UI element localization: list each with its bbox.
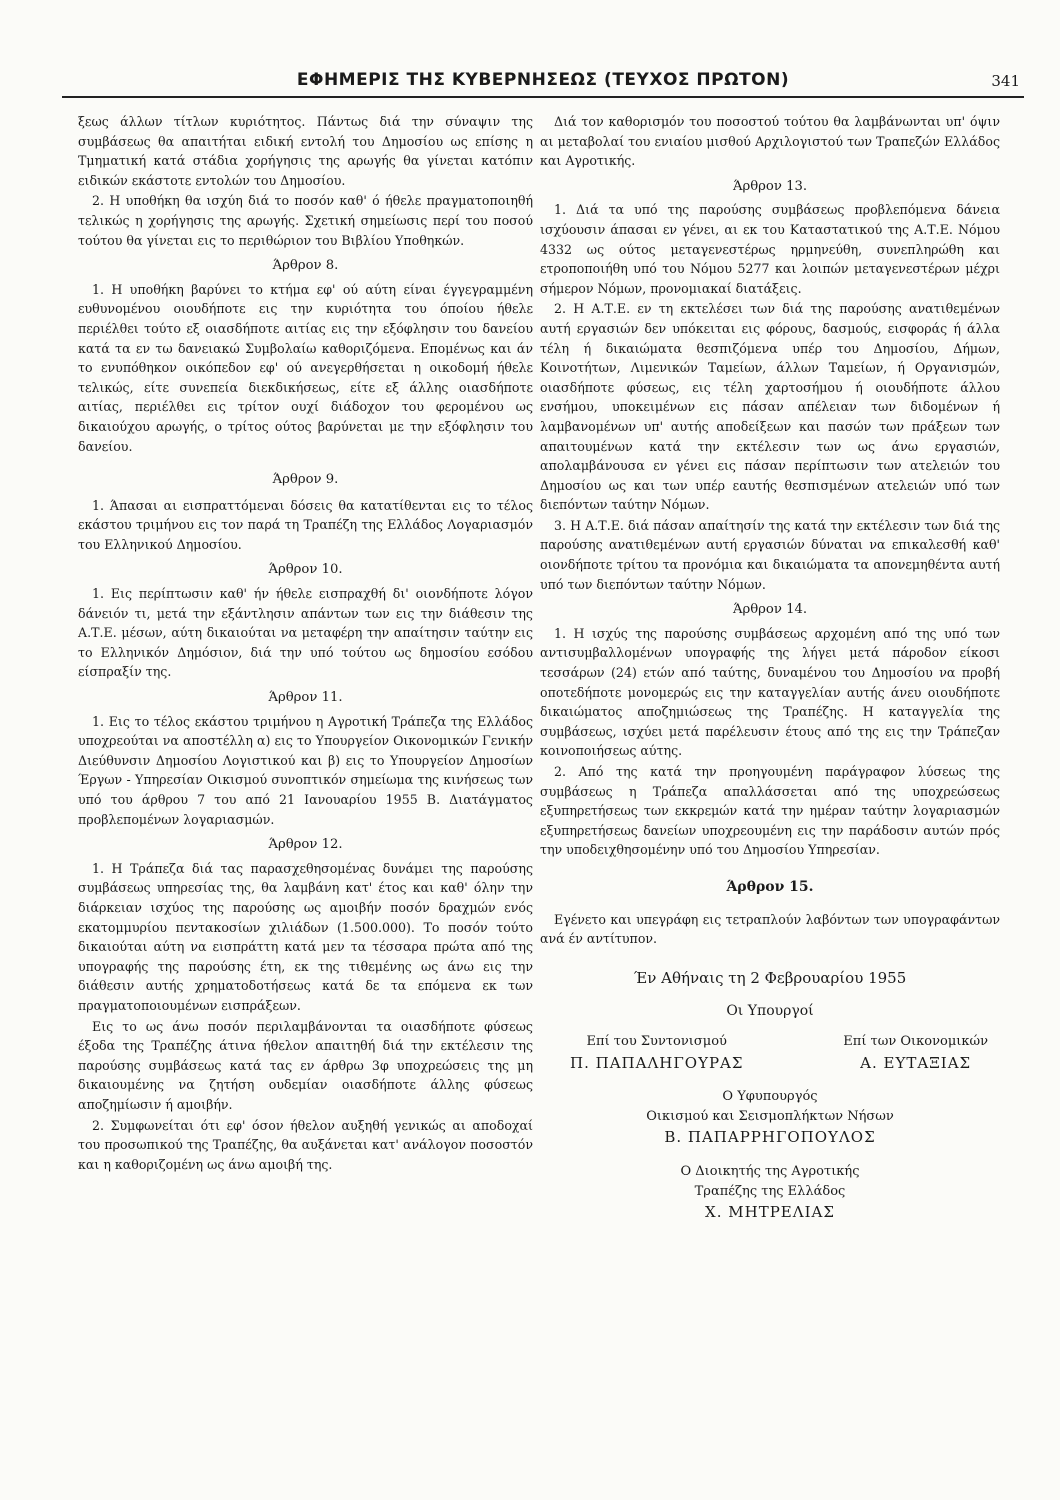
signature-row [540,1032,1000,1073]
paragraph: 1. Εις περίπτωσιν καθ' ήν ήθελε εισπραχθή δι' οιονδήποτε λόγον δάνειόν τι, μετά την εξάντλησιν απάντων των εις την διάθεσιν της Α.Τ.Ε. μέσων, αύτη δικαιούται να μεταφέρη την απαίτησιν ταύτην εις το Ελληνικόν Δημόσιον, διά την υπό τούτου ως δημοσίου εσόδου είσπραξίν της. [78,586,533,680]
paragraph: 2. Από της κατά την προηγουμένη παράγραφον λύσεως της συμβάσεως η Τράπεζα απαλλάσσεται από της υποχρεώσεως εξυπηρετήσεως των εκκρεμών κατά την ημέραν ταύτην λογαριασμών εξυπηρετήσεως δανείων υποχρεουμένη εις την παράδοσιν αυτών πρός την υποδειχθησομένην υπό του Δημοσίου Υπηρεσίαν. [540,764,1000,858]
paragraph: 1. Η ισχύς της παρούσης συμβάσεως αρχομένη από της υπό των αντισυμβαλλομένων υπογραφής της λήγει μετά πάροδον είκοσι τεσσάρων (24) ετών από ταύτης, δυναμένου του Δημοσίου να προβή οποτεδήποτε μονομερώς εις την καταγγελίαν αυτής άνευ οιουδήποτε δικαιώματος αποζημιώσεως της Τραπέζης. Η καταγγελία της συμβάσεως, ισχύει μετά παρέλευσιν έτους από της εις την Τράπεζαν κοινοποιήσεως αύτης. [540,625,1000,759]
article-heading-14: Άρθρον 14. [732,602,808,618]
signature-block [540,1162,1000,1223]
signature-block [540,1087,1000,1148]
left-column [78,112,533,1175]
article-heading-9: Άρθρον 9. [272,472,339,488]
paragraph: 2. Συμφωνείται ότι εφ' όσον ήθελον αυξηθή γενικώς αι αποδοχαί του προσωπικού της Τραπέζης, θα αυξάνεται κατ' ανάλογον ποσοστόν και η καθοριζομένη ως άνω αμοιβή της. [78,1117,533,1172]
article-heading-15: Άρθρον 15. [726,878,814,895]
date-line: Έν Αθήναις τη 2 Φεβρουαρίου 1955 [633,968,907,987]
article-heading-10: Άρθρον 10. [268,562,343,578]
ministers-title: Οι Υπουργοί [726,1003,814,1020]
signature-role: Επί των Οικονομικών [843,1033,988,1049]
paragraph: Εγένετο και υπεγράφη εις τετραπλούν λαβόντων των υπογραφάντων ανά έν αντίτυπον. [540,911,1000,947]
article-heading-11: Άρθρον 11. [268,690,343,706]
paragraph: Διά τον καθορισμόν του ποσοστού τούτου θα λαμβάνωνται υπ' όψιν αι μεταβολαί του ενιαίου μισθού Αρχιλογιστού των Τραπεζών Ελλάδος και Αγροτικής. [540,114,1000,169]
paragraph: Εις το ως άνω ποσόν περιλαμβάνονται τα οιασδήποτε φύσεως έξοδα της Τραπέζης άτινα ήθελον απαιτηθή διά την εκτέλεσιν της παρούσης συμβάσεως κατά τας εν άρθρω 3φ υποχρεώσεις της μη δικαιουμένης να ζητήση ουδεμίαν οιασδήποτε άλλης φύσεως αποζημίωσιν ή αμοιβήν. [78,1018,533,1112]
paragraph: 1. Άπασαι αι εισπραττόμεναι δόσεις θα κατατίθενται εις το τέλος εκάστου τριμήνου εις τον παρά τη Τραπέζη της Ελλάδος Λογαριασμόν του Ελληνικού Δημοσίου. [78,497,533,552]
paragraph: 1. Διά τα υπό της παρούσης συμβάσεως προβλεπόμενα δάνεια ισχύουσιν άπασαι εν γένει, αι εκ του Καταστατικού της Α.Τ.Ε. Νόμου 4332 ως ούτος μεταγενεστέρως ηρμηνεύθη, συνεπληρώθη και ετροποποιήθη υπό του Νόμου 5277 και λοιπών μεταγενεστέρων μέχρι σήμερον Νόμων, προνομιακαί διατάξεις. [540,202,1000,296]
signature-role: Τραπέζης της Ελλάδος [694,1183,846,1199]
signature-name: Β. ΠΑΠΑΡΡΗΓΟΠΟΥΛΟΣ [664,1128,876,1147]
page-number: 341 [991,72,1020,90]
signature-name: Α. ΕΥΤΑΞΙΑΣ [860,1053,972,1072]
paragraph: 2. Η Α.Τ.Ε. εν τη εκτελέσει των διά της παρούσης ανατιθεμένων αυτή εργασιών δεν υπόκειται εις φόρους, δασμούς, εισφοράς ή άλλα τέλη ή δικαιώματα θεσπιζόμενα υπέρ του Δημοσίου, Δήμων, Κοινοτήτων, Λιμενικών Ταμείων, άλλων Ταμείων, ή Οργανισμών, οιασδήποτε φύσεως, εις τέλη χαρτοσήμου ή οιουδήποτε άλλου ενσήμου, υποκειμένων εις πάσαν απέλειαν των διδομένων ή λαμβανομένων υπ' αυτής αποδείξεων και πασών των πράξεων των απαιτουμένων κατά την εκτέλεσιν των ως άνω εργασιών, απολαμβάνουσα εν γένει εις πάσαν περίπτωσιν των ατελειών του Δημοσίου ως και των υπέρ εαυτής θεσπισμένων ατελειών υπό των διεπόντων ταύτην Νόμων. [540,301,1000,513]
signature-role: Ο Υφυπουργός [722,1089,818,1105]
article-heading-13: Άρθρον 13. [732,178,808,194]
signature-role: Ο Διοικητής της Αγροτικής [680,1163,860,1179]
signature-block [843,1032,988,1073]
right-column [540,112,1000,1223]
page-header [62,66,1024,98]
paragraph: 1. Εις το τέλος εκάστου τριμήνου η Αγροτική Τράπεζα της Ελλάδος υποχρεούται να αποστέλλη α) εις το Υπουργείον Οικονομικών Γενικήν Διεύθυνσιν Δημοσίου Λογιστικού και β) εις το Υπουργείον Δημοσίων Έργων - Υπηρεσίαν Οικισμού συνοπτικόν σημείωμα της κινήσεως των υπό του άρθρου 7 του από 21 Ιανουαρίου 1955 Β. Διατάγματος προβλεπομένων λογαριασμών. [78,713,533,827]
signature-block [570,1032,744,1073]
paragraph: 2. Η υποθήκη θα ισχύη διά το ποσόν καθ' ό ήθελε πραγματοποιηθή τελικώς η χορήγησις της αρωγής. Σχετική σημείωσις περί του ποσού τούτου θα γίνεται εις το περιθώριον του Βιβλίου Υποθηκών. [78,193,533,248]
signature-name: Χ. ΜΗΤΡΕΛΙΑΣ [705,1203,835,1222]
signature-role: Οικισμού και Σεισμοπλήκτων Νήσων [646,1108,894,1124]
paragraph: 1. Η υποθήκη βαρύνει το κτήμα εφ' ού αύτη είναι έγγεγραμμένη ευθυνομένου οιουδήποτε εις την κυριότητα του όποίου ήθελε περιέλθει τούτο εξ οιασδήποτε αιτίας εις την εξόφλησιν του δανείου κατά τα εν τω δανειακώ Συμβολαίω καθοριζόμενα. Επομένως και άν το ενυπόθηκον οικόπεδον εφ' ού ανεγερθήσεται η οικοδομή ήθελε τελικώς, είτε συνεπεία διεκδικήσεως, είτε εξ άλλης οιασδήποτε αιτίας, περιέλθει εις τρίτον ουχί διάδοχον του φερομένου ως δικαιούχου αρωγής, ο τρίτος ούτος βαρύνεται με την εξόφλησιν του δανείου. [78,281,533,454]
signature-name: Π. ΠΑΠΑΛΗΓΟΥΡΑΣ [570,1053,744,1072]
header-title: ΕΦΗΜΕΡΙΣ ΤΗΣ ΚΥΒΕΡΝΗΣΕΩΣ (ΤΕΥΧΟΣ ΠΡΩΤΟΝ) [296,70,790,90]
article-heading-12: Άρθρον 12. [268,837,343,853]
paragraph: 1. Η Τράπεζα διά τας παρασχεθησομένας δυνάμει της παρούσης συμβάσεως υπηρεσίας της, θα λαμβάνη κατ' έτος και καθ' όλην την διάρκειαν ισχύος της παρούσης ως αμοιβήν ποσόν δραχμών ενός εκατομμυρίου πεντακοσίων χιλιάδων (1.500.000). Το ποσόν τούτο δικαιούται αύτη να εισπράττη κατά μεν τα τέσσαρα πρώτα από της υπογραφής της παρούσης έτη, εκ της τιθεμένης ως άνω εις την διάθεσιν αυτής χρηματοδοτήσεως κατά δε τα επόμενα εκ των πραγματοποιουμένων εισπράξεων. [78,860,533,1013]
article-heading-8: Άρθρον 8. [272,258,339,274]
signature-role: Επί του Συντονισμού [586,1033,727,1049]
paragraph: 3. Η Α.Τ.Ε. διά πάσαν απαίτησίν της κατά την εκτέλεσιν των διά της παρούσης ανατιθεμένων αυτή εργασιών δύναται να επικαλεσθή καθ' οιονδήποτε τρίτου τα προνόμια και δικαιώματα τα απονεμηθέντα αυτή υπό των διεπόντων ταύτην Νόμων. [540,517,1000,592]
paragraph: ξεως άλλων τίτλων κυριότητος. Πάντως διά την σύναψιν της συμβάσεως θα απαιτήται ειδική εντολή του Δημοσίου ως επίσης η Τμηματική κατά στάδια χορήγησις της αρωγής θα γίνεται κατόπιν ειδικών εκάστοτε εντολών του Δημοσίου. [78,114,533,188]
